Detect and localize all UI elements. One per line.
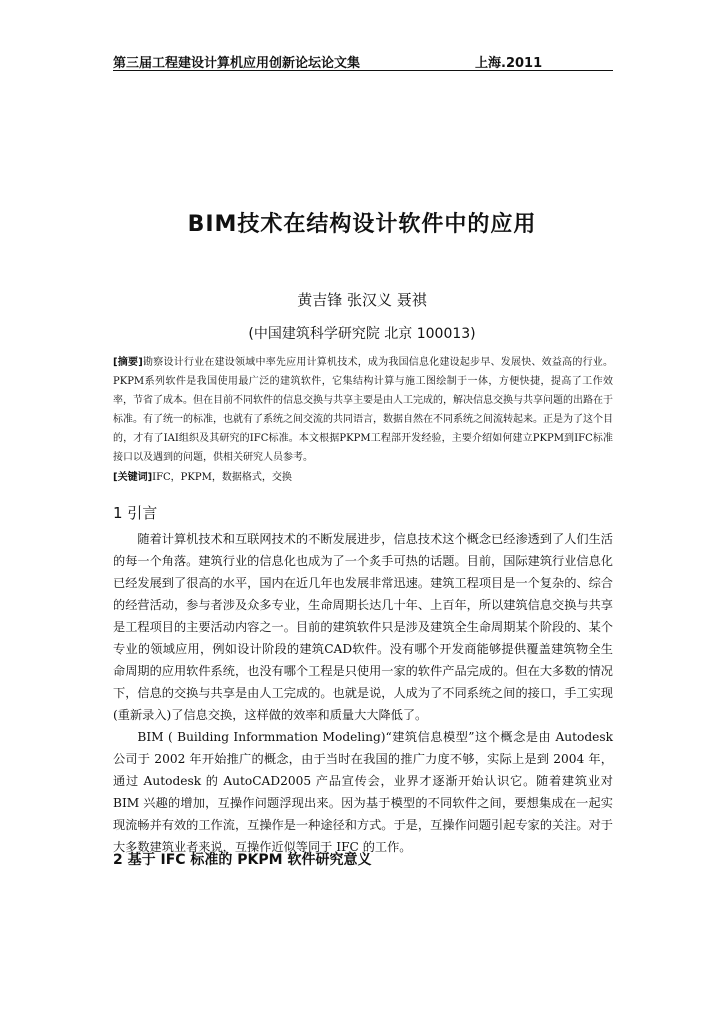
abstract-label: [摘要] <box>113 357 143 368</box>
paper-title: BIM技术在结构设计软件中的应用 <box>187 212 537 237</box>
section-heading-introduction: 1 引言 <box>113 504 158 522</box>
keywords-block <box>113 468 613 487</box>
keywords-label: [关键词] <box>113 472 153 483</box>
intro-paragraph-2: BIM ( Building Informmation Modeling)“建筑信息模型”这个概念是由 Autodesk 公司于 2002 年开始推广的概念，由于当时在我国的推广力度不够，实际上是到 2004 年，通过 Autodesk 的 AutoCAD2005 产品宣传会，业界才逐渐开始认识它。随着建筑业对 BIM 兴趣的增加，互操作问题浮现出来。因为基于模型的不同软件之间，要想集成在一起实现流畅并有效的工作流，互操作是一种途径和方式。于是，互操作问题引起专家的关注。对于大多数建筑业者来说，互操作近似等同于 IFC 的工作。 <box>113 730 613 854</box>
intro-paragraph-1: 随着计算机技术和互联网技术的不断发展进步，信息技术这个概念已经渗透到了人们生活的每一个角落。建筑行业的信息化也成为了一个炙手可热的话题。目前，国际建筑行业信息化已经发展到了很高的水平，国内在近几年也发展非常迅速。建筑工程项目是一个复杂的、综合的经营活动，参与者涉及众多专业，生命周期长达几十年、上百年，所以建筑信息交换与共享是工程项目的主要活动内容之一。目前的建筑软件只是涉及建筑全生命周期某个阶段的、某个专业的领域应用，例如设计阶段的建筑CAD软件。没有哪个开发商能够提供覆盖建筑物全生命周期的应用软件系统，也没有哪个工程是只使用一家的软件产品完成的。但在大多数的情况下，信息的交换与共享是由人工完成的。也就是说，人成为了不同系统之间的接口，手工实现(重新录入)了信息交换，这样做的效率和质量大大降低了。 <box>113 532 613 722</box>
abstract-text: 勘察设计行业在建设领域中率先应用计算机技术，成为我国信息化建设起步早、发展快、效益高的行业。PKPM系列软件是我国使用最广泛的建筑软件，它集结构计算与施工图绘制于一体，方便快捷，提高了工作效率，节省了成本。但在目前不同软件的信息交换与共享主要是由人工完成的，解决信息交换与共享问题的出路在于标准。有了统一的标准，也就有了系统之间交流的共同语言，数据自然在不同系统之间流转起来。正是为了这个目的，才有了IAI组织及其研究的IFC标准。本文根据PKPM工程部开发经验，主要介绍如何建立PKPM到IFC标准接口以及遇到的问题，供相关研究人员参考。 <box>113 357 614 463</box>
author-list: 黄吉锋 张汉义 聂祺 <box>297 291 427 309</box>
keywords-text: IFC，PKPM，数据格式，交换 <box>152 472 292 483</box>
affiliation: (中国建筑科学研究院 北京 100013) <box>248 326 476 342</box>
running-header <box>113 52 613 70</box>
header-location-year: 上海.2011 <box>475 56 543 71</box>
header-proceedings-title: 第三届工程建设计算机应用创新论坛论文集 <box>113 56 361 71</box>
section-heading-2: 2 基于 IFC 标准的 PKPM 软件研究意义 <box>113 852 372 868</box>
abstract-block <box>113 353 613 467</box>
header-rule <box>113 70 613 71</box>
